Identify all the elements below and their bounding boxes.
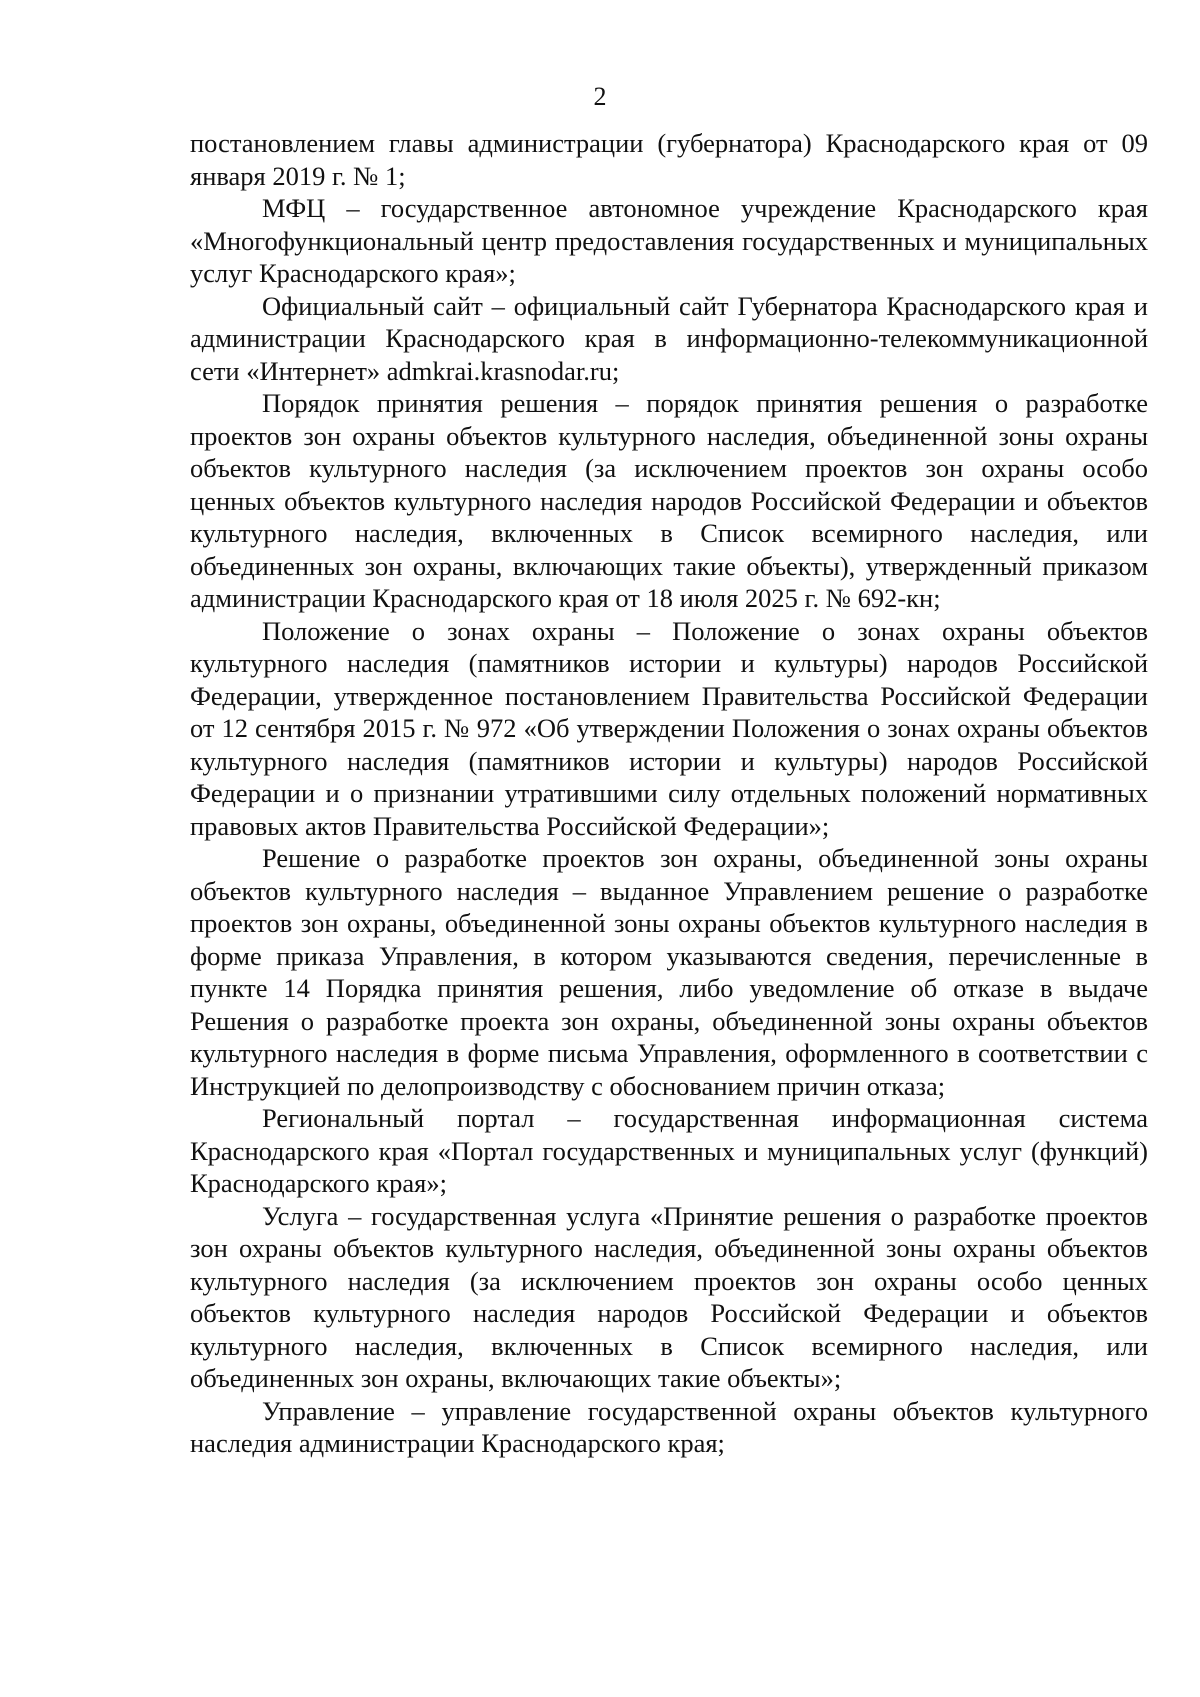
paragraph-department-definition: Управление – управление государственной охраны объектов культурного наследия администрации Краснодарского края; [190,1395,1148,1458]
paragraph-regional-portal-definition: Региональный портал – государственная информационная система Краснодарского края «Портал государственных и муниципальных услуг (функций) Краснодарского края»; [190,1103,1148,1198]
paragraph-service-definition: Услуга – государственная услуга «Принятие решения о разработке проектов зон охраны объектов культурного наследия, объединенной зоны охраны объектов культурного наследия (за исключением проектов зон охраны особо ценных объектов культурного наследия народов Российской Федерации и объектов культурного наследия, включенных в Список всемирного наследия, или объединенных зон охраны, включающих такие объекты»; [190,1200,1148,1393]
page-number: 2 [593,82,607,111]
paragraph-mfc-definition: МФЦ – государственное автономное учреждение Краснодарского края «Многофункциональный центр предоставления государственных и муниципальных услуг Краснодарского края»; [190,193,1148,288]
paragraph-decision-procedure-definition: Порядок принятия решения – порядок принятия решения о разработке проектов зон охраны объектов культурного наследия, объединенной зоны охраны объектов культурного наследия (за исключением проектов зон охраны особо ценных объектов культурного наследия народов Российской Федерации и объектов культурного наследия, включенных в Список всемирного наследия, или объединенных зон охраны, включающих такие объекты), утвержденный приказом администрации Краснодарского края от 18 июля 2025 г. № 692-кн; [190,388,1148,613]
paragraph-official-site-definition: Официальный сайт – официальный сайт Губернатора Краснодарского края и администрации Краснодарского края в информационно-телекоммуникационной сети «Интернет» admkrai.krasnodar.ru; [190,290,1148,386]
paragraph-continuation: постановлением главы администрации (губернатора) Краснодарского края от 09 января 2019 г. № 1; [190,128,1148,191]
document-body [190,127,1148,1460]
paragraph-protection-zones-regulation-definition: Положение о зонах охраны – Положение о зонах охраны объектов культурного наследия (памятников истории и культуры) народов Российской Федерации, утвержденное постановлением Правительства Российской Федерации от 12 сентября 2015 г. № 972 «Об утверждении Положения о зонах охраны объектов культурного наследия (памятников истории и культуры) народов Российской Федерации и о признании утратившими силу отдельных положений нормативных правовых актов Правительства Российской Федерации»; [190,615,1148,841]
paragraph-decision-definition: Решение о разработке проектов зон охраны, объединенной зоны охраны объектов культурного наследия – выданное Управлением решение о разработке проектов зон охраны, объединенной зоны охраны объектов культурного наследия в форме приказа Управления, в котором указываются сведения, перечисленные в пункте 14 Порядка принятия решения, либо уведомление об отказе в выдаче Решения о разработке проекта зон охраны, объединенной зоны охраны объектов культурного наследия в форме письма Управления, оформленного в соответствии с Инструкцией по делопроизводству с обоснованием причин отказа; [190,843,1148,1101]
